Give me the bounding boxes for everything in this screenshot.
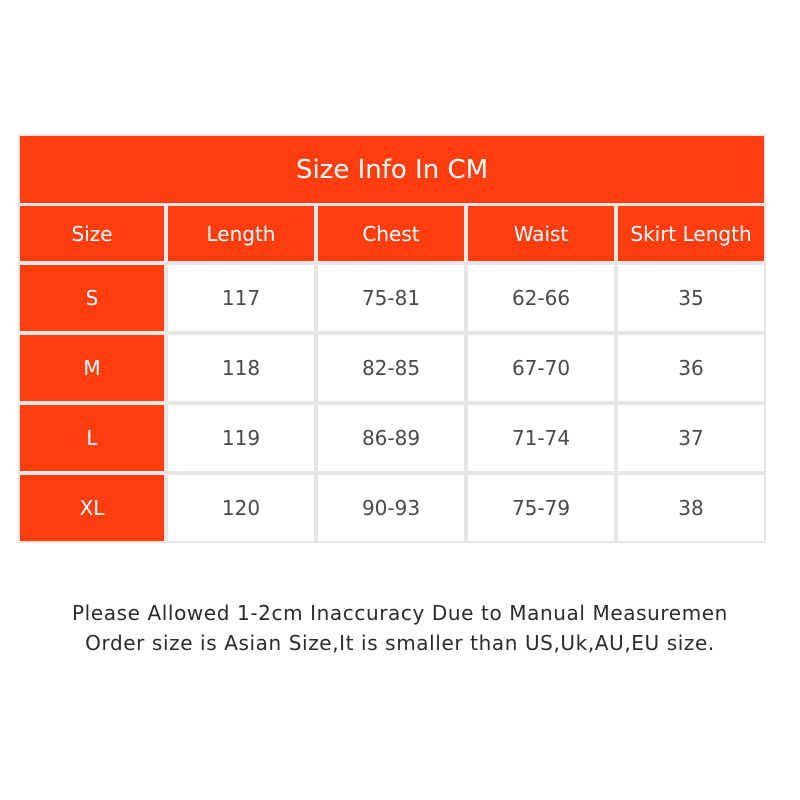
size-chart-table	[18, 134, 766, 543]
table-cell: 75-81	[318, 265, 464, 331]
size-cell-m: M	[20, 335, 164, 401]
table-cell: 37	[618, 405, 764, 471]
table-cell: 82-85	[318, 335, 464, 401]
column-header-chest: Chest	[318, 206, 464, 261]
table-cell: 117	[168, 265, 314, 331]
size-cell-s: S	[20, 265, 164, 331]
table-cell: 35	[618, 265, 764, 331]
size-cell-l: L	[20, 405, 164, 471]
table-cell: 119	[168, 405, 314, 471]
column-header-waist: Waist	[468, 206, 614, 261]
table-cell: 120	[168, 475, 314, 541]
table-cell: 71-74	[468, 405, 614, 471]
column-header-length: Length	[168, 206, 314, 261]
table-cell: 67-70	[468, 335, 614, 401]
table-cell: 75-79	[468, 475, 614, 541]
table-cell: 118	[168, 335, 314, 401]
table-cell: 90-93	[318, 475, 464, 541]
column-header-skirt-length: Skirt Length	[618, 206, 764, 261]
asian-size-note: Order size is Asian Size,It is smaller than US,Uk,AU,EU size.	[85, 631, 715, 655]
measurement-note: Please Allowed 1-2cm Inaccuracy Due to Manual Measuremen	[72, 601, 728, 625]
table-cell: 86-89	[318, 405, 464, 471]
table-title: Size Info In CM	[20, 136, 764, 203]
column-header-size: Size	[20, 206, 164, 261]
table-cell: 38	[618, 475, 764, 541]
size-cell-xl: XL	[20, 475, 164, 541]
table-cell: 36	[618, 335, 764, 401]
table-cell: 62-66	[468, 265, 614, 331]
